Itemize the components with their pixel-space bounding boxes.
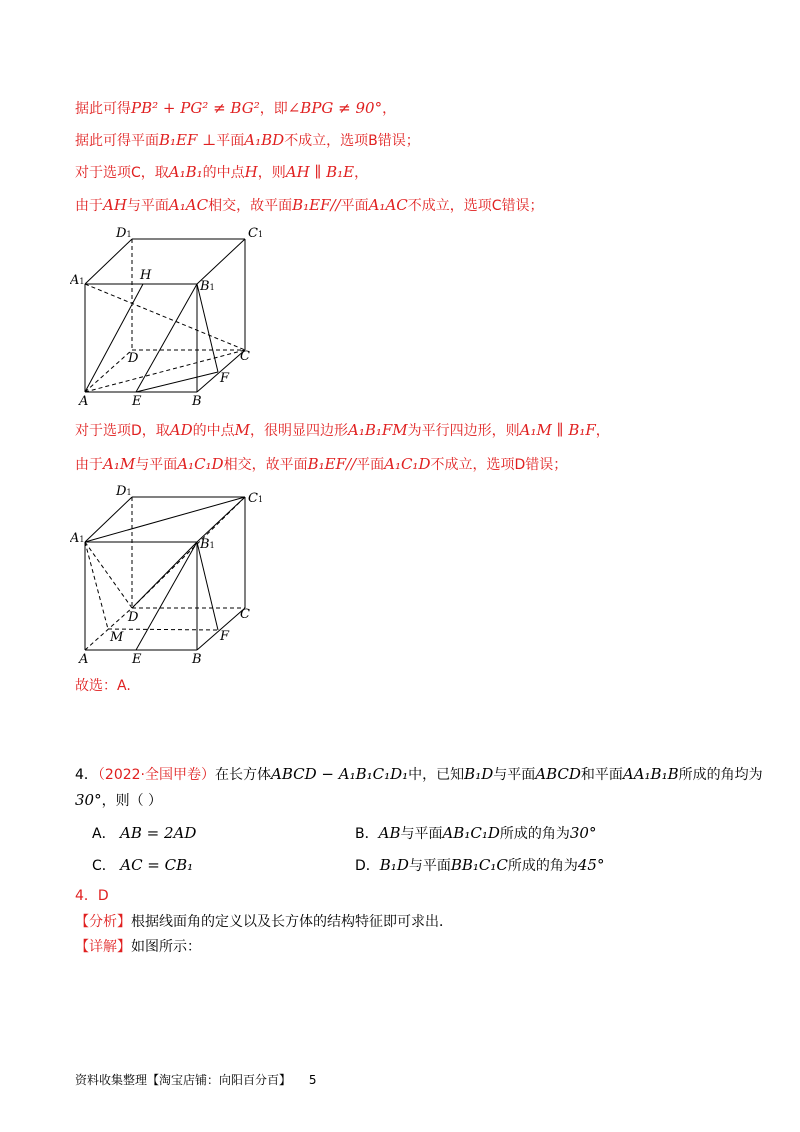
math: AH [103, 196, 127, 214]
label-c: C [240, 349, 250, 364]
solution-line-6 [75, 454, 567, 475]
solution-line-3 [75, 162, 368, 183]
math: 30° [75, 791, 102, 809]
text: ，即 [259, 101, 288, 117]
question-line-2 [75, 790, 162, 811]
label-e: E [132, 394, 142, 409]
math: A₁AC [368, 196, 408, 214]
label-h: H [140, 268, 152, 283]
solution-line-5 [75, 420, 610, 441]
answer-heading: 4．D [75, 888, 109, 904]
label-d: D [128, 610, 139, 625]
text: 中，已知 [408, 767, 465, 783]
text: 由于 [75, 198, 103, 214]
text: 相交，故平面 [223, 457, 308, 473]
question-source: （2022·全国甲卷） [97, 767, 216, 783]
cuboid-figure-2 [70, 480, 270, 670]
footer-text: 资料收集整理【淘宝店铺：向阳百分百】 [75, 1073, 292, 1087]
text: ，则（ ） [101, 793, 163, 809]
label-f: F [220, 371, 230, 386]
math: B₁EF ⊥ [159, 131, 217, 149]
text: ， [354, 165, 369, 181]
text: 所成的角为 [499, 826, 570, 842]
text: 不成立，选项D错误； [430, 457, 568, 473]
segment-eb1 [136, 542, 197, 650]
segment-b1f [197, 284, 218, 372]
edge-a1d1 [85, 239, 132, 284]
text: 相交，故平面 [208, 198, 293, 214]
label-a1: A1 [70, 273, 85, 288]
math: AC = CB₁ [120, 856, 194, 874]
solution-line-4 [75, 195, 544, 216]
edge-b1c1 [197, 239, 245, 284]
label-c1: C1 [248, 226, 264, 241]
label-b: B [192, 394, 202, 409]
math: H [244, 163, 258, 181]
text: 与平面 [400, 826, 443, 842]
option-c[interactable] [92, 855, 193, 876]
page-footer [75, 1071, 316, 1089]
math: PB² + PG² ≠ BG² [131, 99, 260, 117]
solution-line-1 [75, 98, 396, 119]
analysis-tag: 【分析】 [75, 914, 131, 930]
text: 平面 [216, 133, 245, 149]
text: 和平面 [580, 767, 623, 783]
math: AD [169, 421, 193, 439]
math: B₁EF// [292, 196, 341, 214]
text: 与平面 [135, 457, 178, 473]
option-label: D． [355, 858, 380, 874]
label-d1: D1 [116, 226, 132, 241]
page-number: 5 [308, 1073, 317, 1087]
segment-mf [108, 629, 218, 630]
segment-b1f [197, 542, 218, 630]
label-e: E [132, 652, 142, 667]
option-label: B． [355, 826, 379, 842]
detail-line [75, 937, 201, 957]
analysis-text: 根据线面角的定义以及长方体的结构特征即可求出． [131, 914, 453, 930]
math: AH ∥ B₁E [285, 163, 355, 181]
text: 平面 [340, 198, 369, 214]
detail-tag: 【详解】 [75, 939, 131, 955]
segment-ah [85, 284, 143, 392]
option-label: C． [92, 858, 116, 874]
math: A₁B₁ [168, 163, 203, 181]
math: A₁BD [244, 131, 285, 149]
text: 在长方体 [215, 767, 272, 783]
label-d: D [128, 351, 139, 366]
text: 为平行四边形，则 [407, 423, 520, 439]
label-a1: A1 [70, 531, 85, 546]
text: 的中点 [202, 165, 245, 181]
text: 平面 [356, 457, 385, 473]
math: BB₁C₁C [450, 856, 508, 874]
text: 所成的角为 [507, 858, 578, 874]
option-a[interactable] [92, 823, 196, 844]
label-b1: B1 [200, 279, 215, 294]
math: A₁AC [168, 196, 209, 214]
segment-dc1 [132, 497, 245, 608]
math: A₁C₁D [177, 455, 224, 473]
text: ，则 [257, 165, 286, 181]
label-a: A [79, 394, 89, 409]
text: 的中点 [192, 423, 235, 439]
math: ∠BPG ≠ 90° [287, 99, 383, 117]
option-label: A． [92, 826, 116, 842]
math: 30° [569, 824, 597, 842]
answer-pick: 故选：A. [75, 678, 131, 694]
label-b: B [192, 652, 202, 667]
math: B₁D [379, 856, 409, 874]
math: B₁EF// [307, 455, 357, 473]
math: ABCD − A₁B₁C₁D₁ [271, 765, 409, 783]
text: ， [595, 423, 610, 439]
label-m: M [110, 630, 124, 645]
math: ABCD [535, 765, 581, 783]
text: 对于选项D，取 [75, 423, 170, 439]
detail-text: 如图所示： [131, 939, 201, 955]
label-c1: C1 [248, 491, 264, 506]
text: 所成的角均为 [678, 767, 763, 783]
label-a: A [79, 652, 89, 667]
math: AB = 2AD [120, 824, 197, 842]
text: 不成立，选项C错误； [407, 198, 544, 214]
text: 对于选项C，取 [75, 165, 169, 181]
math: 45° [577, 856, 605, 874]
segment-db1 [132, 542, 197, 608]
label-d1: D1 [116, 484, 132, 499]
option-d[interactable] [355, 855, 604, 876]
text: 据此可得平面 [75, 133, 159, 149]
text: 据此可得 [75, 101, 131, 117]
label-f: F [220, 629, 230, 644]
question-line-1 [75, 764, 763, 785]
question-number: 4． [75, 767, 98, 783]
text: ，很明显四边形 [250, 423, 348, 439]
math: AA₁B₁B [622, 765, 679, 783]
solution-line-2 [75, 130, 420, 151]
math: M [234, 421, 250, 439]
segment-a1m [85, 542, 108, 629]
text: ， [382, 101, 397, 117]
text: 与平面 [408, 858, 451, 874]
option-b[interactable] [355, 823, 596, 844]
math: A₁M [103, 455, 136, 473]
text: 由于 [75, 457, 103, 473]
text: 不成立，选项B错误； [284, 133, 420, 149]
math: A₁B₁FM [348, 421, 408, 439]
analysis-line [75, 912, 453, 932]
segment-eb1 [136, 284, 197, 392]
segment-a1d [85, 542, 132, 608]
math: AB₁C₁D [442, 824, 500, 842]
math: A₁M ∥ B₁F [519, 421, 596, 439]
math: A₁C₁D [384, 455, 431, 473]
math: AB [378, 824, 401, 842]
text: 与平面 [126, 198, 169, 214]
cuboid-figure-1 [70, 222, 270, 412]
label-c: C [240, 607, 250, 622]
text: 与平面 [493, 767, 536, 783]
math: B₁D [464, 765, 494, 783]
label-b1: B1 [200, 537, 215, 552]
